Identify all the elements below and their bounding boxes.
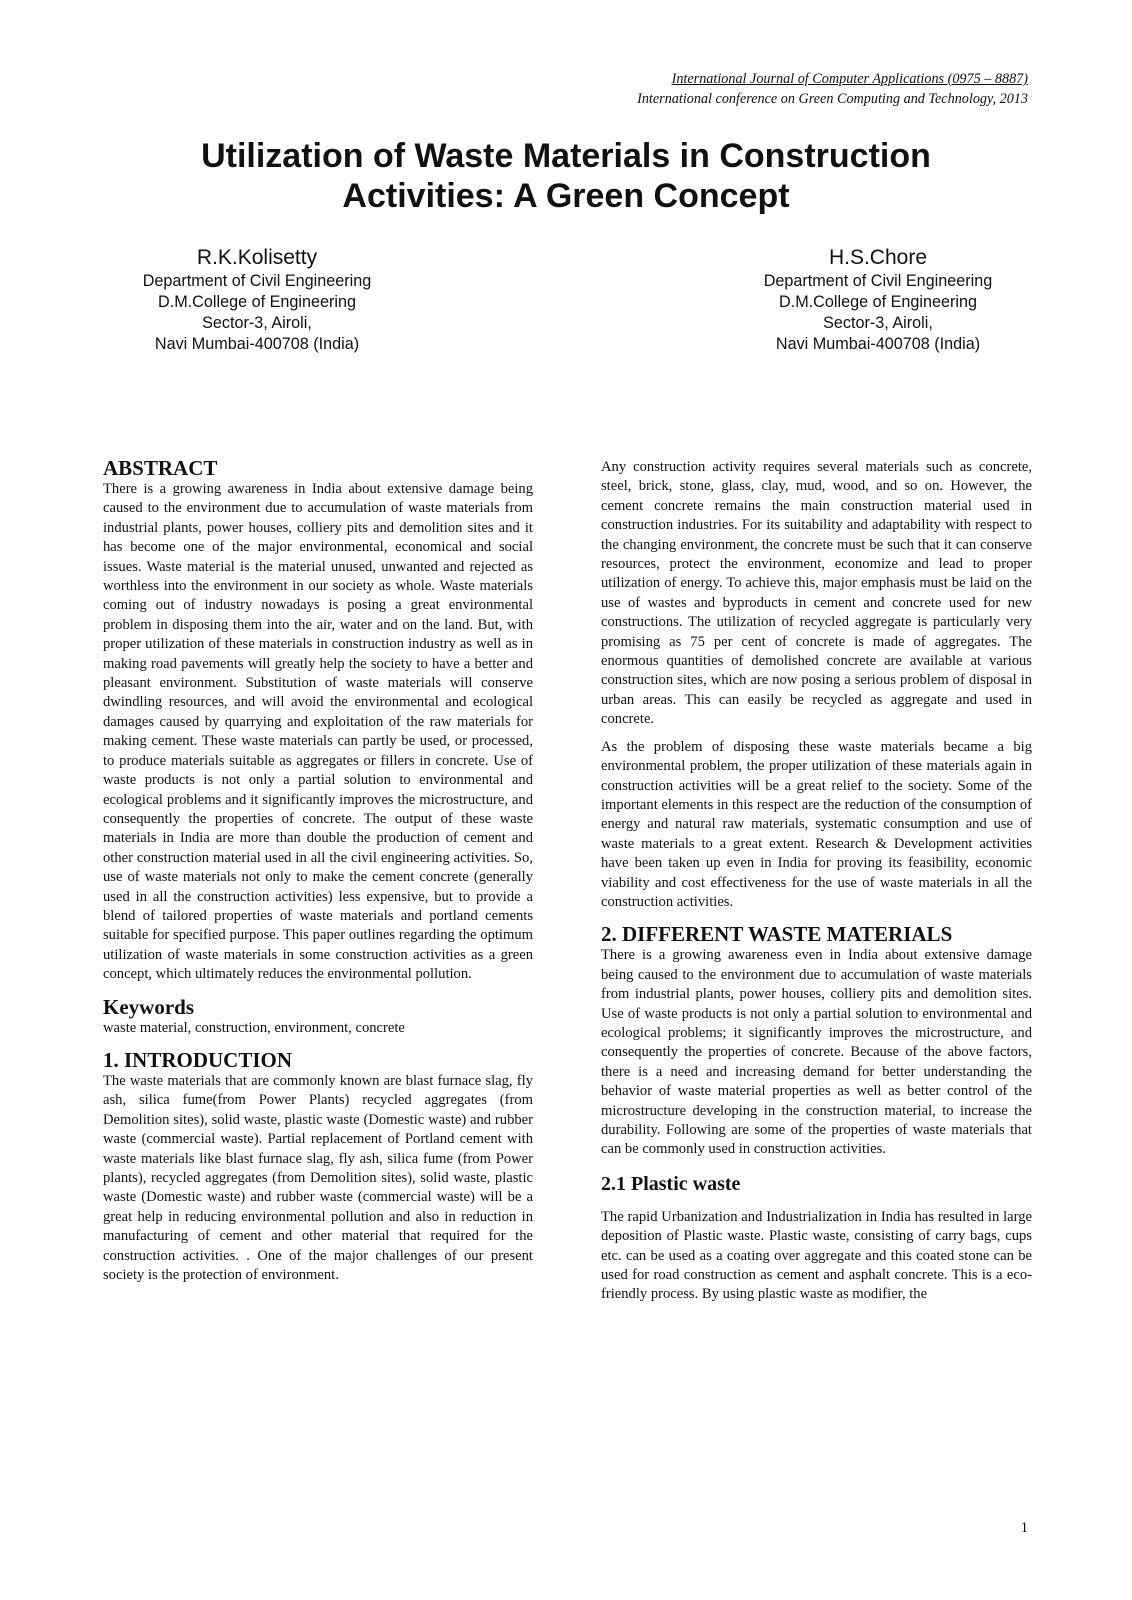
keywords-text: waste material, construction, environment, concrete [103,1019,405,1036]
introduction-paragraph-3: As the problem of disposing these waste materials became a big environmental problem, the proper utilization of these materials again in construction activities will be a great relief to the society. Some of the important elements in this respect are the reduction of the consumption of energy and natural raw materials, systematic consumption and use of waste materials to a great extent. Research & Development activities have been taken up even in India for proving its feasibility, economic viability and cost effectiveness for the use of waste materials in all the construction activities. [601,738,1032,910]
author-address-line-1: Sector-3, Airoli, [202,314,312,332]
introduction-paragraph-2: Any construction activity requires several materials such as concrete, steel, brick, stone, glass, clay, mud, wood, and so on. However, the cement concrete remains the main construction material used in construction industries. For its suitability and adaptability with respect to the changing environment, the concrete must be such that it can conserve resources, protect the environment, economize and lead to proper utilization of energy. To achieve this, major emphasis must be laid on the use of wastes and byproducts in cement and concrete used for new constructions. The utilization of recycled aggregate is particularly very promising as 75 per cent of concrete is made of aggregates. The enormous quantities of demolished concrete are available at various construction sites, which are now posing a serious problem of disposal in urban areas. This can easily be recycled as aggregate and used in concrete. [601,459,1032,728]
right-column [601,458,1032,1305]
conference-name: International conference on Green Computing and Technology, 2013 [637,91,1028,107]
introduction-heading: 1. INTRODUCTION [103,1047,293,1072]
author-block-2 [698,244,1058,355]
author-department: Department of Civil Engineering [763,272,993,290]
author-name: R.K.Kolisetty [196,246,318,269]
keywords-heading: Keywords [103,994,194,1019]
author-address-line-2: Navi Mumbai-400708 (India) [154,335,360,353]
section-2-paragraph: There is a growing awareness even in India about extensive damage being caused to the environment due to accumulation of waste materials from industrial plants, power houses, colliery pits and demolition sites. Use of waste products is not only a partial solution to environmental and ecological problems; it significantly improves the microstructure, and consequently the properties of concrete. Because of the above factors, there is a need and increasing demand for better understanding the behavior of waste material properties as well as better control of the microstructure developing in the construction material, to increase the durability. Following are some of the properties of waste materials that can be commonly used in construction activities. [601,947,1032,1158]
introduction-paragraph-1: The waste materials that are commonly known are blast furnace slag, fly ash, silica fume(from Power Plants) recycled aggregates (from Demolition sites), solid waste, plastic waste (Domestic waste) and rubber waste (commercial waste). Partial replacement of Portland cement with waste materials like blast furnace slag, fly ash, silica fume (from Power plants), recycled aggregates (from Demolition sites), solid waste, plastic waste (Domestic waste) and rubber waste (commercial waste) will be a great help in reducing environmental pollution and also in reduction in manufacturing of cement and other material that required for the construction activities. . One of the major challenges of our present society is the protection of environment. [103,1072,533,1284]
author-department: Department of Civil Engineering [142,272,372,290]
journal-name: International Journal of Computer Applications (0975 – 8887) [671,71,1028,87]
title-line-1: Utilization of Waste Materials in Construction [201,137,931,175]
author-block-1 [77,244,437,355]
left-column [103,456,533,1285]
author-college: D.M.College of Engineering [779,293,977,311]
author-address-line-2: Navi Mumbai-400708 (India) [775,335,981,353]
section-2-heading: 2. DIFFERENT WASTE MATERIALS [601,922,953,947]
section-2-1-heading: 2.1 Plastic waste [601,1172,741,1195]
paper-title [60,136,1072,216]
page-number: 1 [1020,1520,1028,1536]
abstract-heading: ABSTRACT [103,456,218,480]
title-line-2: Activities: A Green Concept [342,177,790,215]
abstract-text: There is a growing awareness in India about extensive damage being caused to the environment due to accumulation of waste materials from industrial plants, power houses, colliery pits and demolition sites and it has become one of the major environmental, economical and social issues. Waste material is the material unused, unwanted and rejected as worthless into the environment in our society as whole. Waste materials coming out of industry nowadays is posing a great environmental problem in disposing them into the air, water and on the land. But, with proper utilization of these materials in construction industry as well as in making road pavements will greatly help the society to have a better and pleasant environment. Substitution of waste materials will conserve dwindling resources, and will avoid the environmental and ecological damages caused by quarrying and exploitation of the raw materials for making cement. These waste materials can partly be used, or processed, to produce materials suitable as aggregates or fillers in concrete. Use of waste products is not only a partial solution to environmental and ecological problems and it significantly improves the microstructure, and consequently the properties of concrete. The output of these waste materials in India are more than double the production of cement and other construction material used in all the civil engineering activities. So, use of waste materials not only to make the cement concrete (generally used in all the construction activities) less expensive, but to provide a blend of tailored properties of waste materials and portland cements suitable for specified purpose. This paper outlines regarding the optimum utilization of waste materials in some construction activities as a green concept, which ultimately reduces the environmental pollution. [103,481,533,983]
author-name: H.S.Chore [828,246,928,269]
journal-header [637,69,1028,109]
author-college: D.M.College of Engineering [158,293,356,311]
author-address-line-1: Sector-3, Airoli, [823,314,933,332]
section-2-1-paragraph: The rapid Urbanization and Industrialization in India has resulted in large deposition of Plastic waste. Plastic waste, consisting of carry bags, cups etc. can be used as a coating over aggregate and this coated stone can be used for road construction as cement and asphalt concrete. This is a eco-friendly process. By using plastic waste as modifier, the [601,1208,1032,1303]
